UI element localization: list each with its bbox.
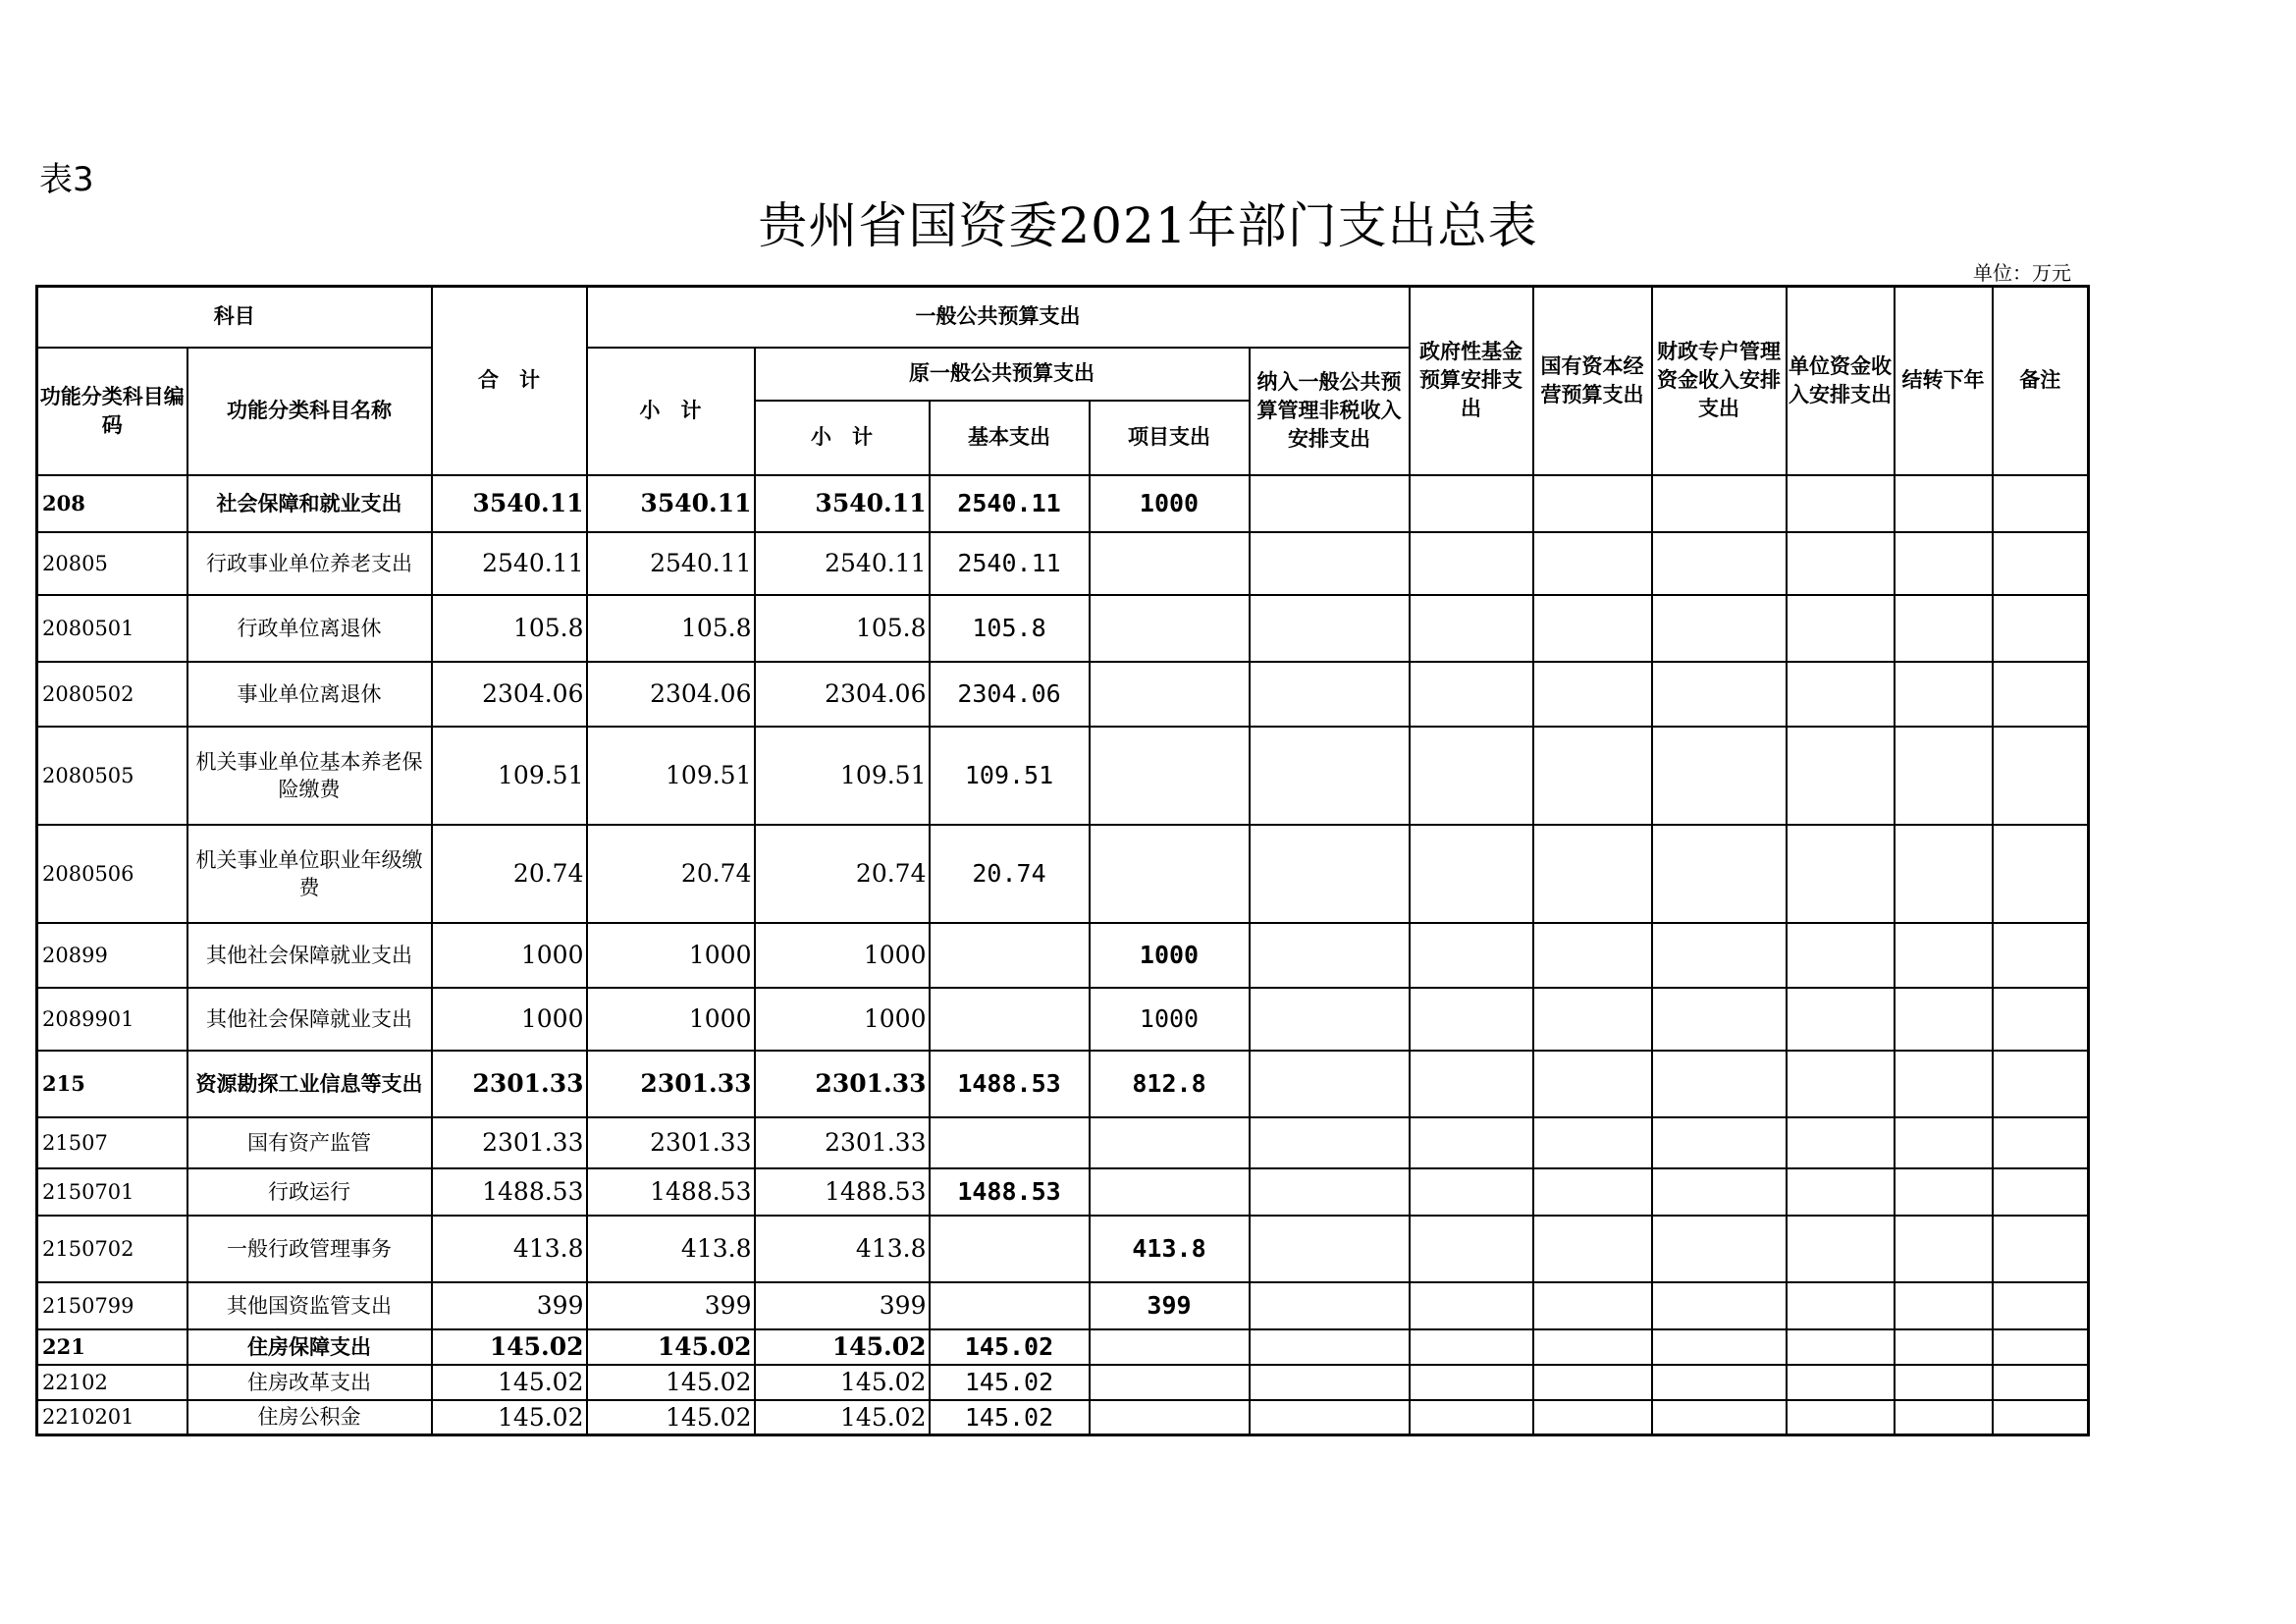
subtotal-value: 413.8 <box>587 1216 755 1282</box>
table-row <box>37 662 2089 727</box>
total-value: 399 <box>432 1282 587 1329</box>
special-account-value <box>1652 595 1787 662</box>
table-row <box>37 475 2089 532</box>
nontax-value <box>1250 595 1410 662</box>
subtotal-value: 2304.06 <box>587 662 755 727</box>
total-value: 145.02 <box>432 1329 587 1365</box>
table-row <box>37 1216 2089 1282</box>
basic-value: 105.8 <box>930 595 1090 662</box>
subject-name: 其他社会保障就业支出 <box>187 923 432 988</box>
header-special-account: 财政专户管理资金收入安排支出 <box>1652 287 1787 475</box>
remark-value <box>1993 1117 2089 1168</box>
subtotal-value: 2301.33 <box>587 1051 755 1117</box>
table-row <box>37 825 2089 923</box>
unit-fund-value <box>1787 988 1895 1051</box>
basic-value <box>930 1117 1090 1168</box>
table-row <box>37 923 2089 988</box>
basic-value <box>930 923 1090 988</box>
special-account-value <box>1652 1400 1787 1435</box>
subject-code: 2150702 <box>37 1216 187 1282</box>
subtotal-value: 145.02 <box>587 1365 755 1400</box>
subject-code: 215 <box>37 1051 187 1117</box>
nontax-value <box>1250 1051 1410 1117</box>
remark-value <box>1993 1365 2089 1400</box>
subject-code: 2080506 <box>37 825 187 923</box>
carry-over-value <box>1895 1400 1993 1435</box>
carry-over-value <box>1895 1117 1993 1168</box>
subject-name: 机关事业单位职业年级缴费 <box>187 825 432 923</box>
state-capital-value <box>1533 595 1652 662</box>
header-name: 功能分类科目名称 <box>187 348 432 475</box>
special-account-value <box>1652 988 1787 1051</box>
state-capital-value <box>1533 923 1652 988</box>
table-row <box>37 1282 2089 1329</box>
project-value: 1000 <box>1090 923 1250 988</box>
carry-over-value <box>1895 475 1993 532</box>
subtotal-value: 3540.11 <box>587 475 755 532</box>
unit-fund-value <box>1787 1168 1895 1216</box>
special-account-value <box>1652 1365 1787 1400</box>
unit-fund-value <box>1787 825 1895 923</box>
subtotal-value: 1488.53 <box>587 1168 755 1216</box>
gov-fund-value <box>1410 1365 1533 1400</box>
subject-code: 20899 <box>37 923 187 988</box>
unit-fund-value <box>1787 475 1895 532</box>
subject-name: 行政单位离退休 <box>187 595 432 662</box>
special-account-value <box>1652 1216 1787 1282</box>
unit-fund-value <box>1787 1365 1895 1400</box>
nontax-value <box>1250 532 1410 595</box>
total-value: 145.02 <box>432 1400 587 1435</box>
remark-value <box>1993 532 2089 595</box>
project-value: 812.8 <box>1090 1051 1250 1117</box>
remark-value <box>1993 1282 2089 1329</box>
carry-over-value <box>1895 532 1993 595</box>
gov-fund-value <box>1410 923 1533 988</box>
total-value: 2301.33 <box>432 1051 587 1117</box>
table-row <box>37 1400 2089 1435</box>
project-value <box>1090 662 1250 727</box>
header-subject: 科目 <box>37 287 432 348</box>
header-gov-fund: 政府性基金预算安排支出 <box>1410 287 1533 475</box>
unit-fund-value <box>1787 1216 1895 1282</box>
total-value: 2301.33 <box>432 1117 587 1168</box>
unit-fund-value <box>1787 1051 1895 1117</box>
nontax-value <box>1250 662 1410 727</box>
state-capital-value <box>1533 1117 1652 1168</box>
subject-name: 住房改革支出 <box>187 1365 432 1400</box>
subject-code: 2080501 <box>37 595 187 662</box>
state-capital-value <box>1533 1282 1652 1329</box>
state-capital-value <box>1533 1216 1652 1282</box>
header-original-subtotal: 小 计 <box>755 401 930 475</box>
state-capital-value <box>1533 988 1652 1051</box>
project-value <box>1090 727 1250 825</box>
original-subtotal-value: 1000 <box>755 988 930 1051</box>
state-capital-value <box>1533 825 1652 923</box>
gov-fund-value <box>1410 595 1533 662</box>
subtotal-value: 1000 <box>587 923 755 988</box>
remark-value <box>1993 1216 2089 1282</box>
header-carry-over: 结转下年 <box>1895 287 1993 475</box>
original-subtotal-value: 105.8 <box>755 595 930 662</box>
carry-over-value <box>1895 595 1993 662</box>
nontax-value <box>1250 1365 1410 1400</box>
project-value <box>1090 595 1250 662</box>
nontax-value <box>1250 727 1410 825</box>
carry-over-value <box>1895 1365 1993 1400</box>
unit-fund-value <box>1787 662 1895 727</box>
subject-code: 22102 <box>37 1365 187 1400</box>
unit-fund-value <box>1787 532 1895 595</box>
subject-name: 机关事业单位基本养老保险缴费 <box>187 727 432 825</box>
project-value <box>1090 1117 1250 1168</box>
page-title: 贵州省国资委2021年部门支出总表 <box>758 197 1538 254</box>
gov-fund-value <box>1410 1400 1533 1435</box>
gov-fund-value <box>1410 662 1533 727</box>
original-subtotal-value: 145.02 <box>755 1400 930 1435</box>
unit-fund-value <box>1787 1282 1895 1329</box>
gov-fund-value <box>1410 1329 1533 1365</box>
unit-label: 单位：万元 <box>1973 261 2071 285</box>
total-value: 3540.11 <box>432 475 587 532</box>
carry-over-value <box>1895 1216 1993 1282</box>
basic-value <box>930 1216 1090 1282</box>
remark-value <box>1993 1329 2089 1365</box>
nontax-value <box>1250 1168 1410 1216</box>
subtotal-value: 2540.11 <box>587 532 755 595</box>
original-subtotal-value: 1488.53 <box>755 1168 930 1216</box>
header-original-general: 原一般公共预算支出 <box>755 348 1250 401</box>
subtotal-value: 1000 <box>587 988 755 1051</box>
subject-code: 221 <box>37 1329 187 1365</box>
remark-value <box>1993 1400 2089 1435</box>
basic-value: 1488.53 <box>930 1051 1090 1117</box>
unit-fund-value <box>1787 727 1895 825</box>
total-value: 1000 <box>432 923 587 988</box>
unit-fund-value <box>1787 1329 1895 1365</box>
subject-name: 住房公积金 <box>187 1400 432 1435</box>
remark-value <box>1993 1051 2089 1117</box>
special-account-value <box>1652 475 1787 532</box>
project-value <box>1090 532 1250 595</box>
original-subtotal-value: 109.51 <box>755 727 930 825</box>
remark-value <box>1993 923 2089 988</box>
subtotal-value: 109.51 <box>587 727 755 825</box>
special-account-value <box>1652 1282 1787 1329</box>
nontax-value <box>1250 1117 1410 1168</box>
nontax-value <box>1250 1400 1410 1435</box>
remark-value <box>1993 475 2089 532</box>
gov-fund-value <box>1410 988 1533 1051</box>
project-value <box>1090 1400 1250 1435</box>
table-row <box>37 727 2089 825</box>
basic-value: 20.74 <box>930 825 1090 923</box>
subject-code: 208 <box>37 475 187 532</box>
carry-over-value <box>1895 1329 1993 1365</box>
unit-fund-value <box>1787 595 1895 662</box>
carry-over-value <box>1895 1168 1993 1216</box>
gov-fund-value <box>1410 1216 1533 1282</box>
remark-value <box>1993 662 2089 727</box>
subject-code: 21507 <box>37 1117 187 1168</box>
gov-fund-value <box>1410 1168 1533 1216</box>
state-capital-value <box>1533 532 1652 595</box>
total-value: 1000 <box>432 988 587 1051</box>
gov-fund-value <box>1410 532 1533 595</box>
table-row <box>37 532 2089 595</box>
carry-over-value <box>1895 923 1993 988</box>
header-nontax: 纳入一般公共预算管理非税收入安排支出 <box>1250 348 1410 475</box>
carry-over-value <box>1895 1282 1993 1329</box>
carry-over-value <box>1895 727 1993 825</box>
table-row <box>37 1365 2089 1400</box>
basic-value: 2304.06 <box>930 662 1090 727</box>
remark-value <box>1993 988 2089 1051</box>
original-subtotal-value: 145.02 <box>755 1365 930 1400</box>
gov-fund-value <box>1410 727 1533 825</box>
carry-over-value <box>1895 1051 1993 1117</box>
header-basic: 基本支出 <box>930 401 1090 475</box>
subject-name: 国有资产监管 <box>187 1117 432 1168</box>
total-value: 145.02 <box>432 1365 587 1400</box>
special-account-value <box>1652 825 1787 923</box>
subtotal-value: 20.74 <box>587 825 755 923</box>
subject-name: 其他社会保障就业支出 <box>187 988 432 1051</box>
header-remark: 备注 <box>1993 287 2089 475</box>
subtotal-value: 399 <box>587 1282 755 1329</box>
gov-fund-value <box>1410 475 1533 532</box>
subject-name: 行政运行 <box>187 1168 432 1216</box>
nontax-value <box>1250 1282 1410 1329</box>
basic-value: 145.02 <box>930 1329 1090 1365</box>
basic-value: 145.02 <box>930 1365 1090 1400</box>
basic-value: 145.02 <box>930 1400 1090 1435</box>
table-row <box>37 988 2089 1051</box>
subject-name: 事业单位离退休 <box>187 662 432 727</box>
header-code: 功能分类科目编码 <box>37 348 187 475</box>
total-value: 2304.06 <box>432 662 587 727</box>
state-capital-value <box>1533 1168 1652 1216</box>
header-state-capital: 国有资本经营预算支出 <box>1533 287 1652 475</box>
original-subtotal-value: 1000 <box>755 923 930 988</box>
special-account-value <box>1652 1168 1787 1216</box>
gov-fund-value <box>1410 1282 1533 1329</box>
special-account-value <box>1652 1117 1787 1168</box>
header-total: 合 计 <box>432 287 587 475</box>
original-subtotal-value: 399 <box>755 1282 930 1329</box>
basic-value: 1488.53 <box>930 1168 1090 1216</box>
subject-code: 2089901 <box>37 988 187 1051</box>
state-capital-value <box>1533 1329 1652 1365</box>
nontax-value <box>1250 923 1410 988</box>
basic-value <box>930 1282 1090 1329</box>
project-value <box>1090 825 1250 923</box>
unit-fund-value <box>1787 923 1895 988</box>
state-capital-value <box>1533 475 1652 532</box>
basic-value: 109.51 <box>930 727 1090 825</box>
project-value <box>1090 1365 1250 1400</box>
remark-value <box>1993 1168 2089 1216</box>
total-value: 105.8 <box>432 595 587 662</box>
total-value: 20.74 <box>432 825 587 923</box>
subject-code: 2210201 <box>37 1400 187 1435</box>
project-value: 1000 <box>1090 475 1250 532</box>
expenditure-table <box>35 285 2090 1436</box>
original-subtotal-value: 20.74 <box>755 825 930 923</box>
original-subtotal-value: 3540.11 <box>755 475 930 532</box>
special-account-value <box>1652 532 1787 595</box>
basic-value: 2540.11 <box>930 532 1090 595</box>
subtotal-value: 145.02 <box>587 1329 755 1365</box>
table-row <box>37 1329 2089 1365</box>
carry-over-value <box>1895 988 1993 1051</box>
total-value: 413.8 <box>432 1216 587 1282</box>
header-general: 一般公共预算支出 <box>587 287 1410 348</box>
original-subtotal-value: 2301.33 <box>755 1051 930 1117</box>
special-account-value <box>1652 727 1787 825</box>
header-unit-fund: 单位资金收入安排支出 <box>1787 287 1895 475</box>
table-row <box>37 1117 2089 1168</box>
carry-over-value <box>1895 662 1993 727</box>
gov-fund-value <box>1410 825 1533 923</box>
special-account-value <box>1652 923 1787 988</box>
special-account-value <box>1652 662 1787 727</box>
project-value <box>1090 1168 1250 1216</box>
remark-value <box>1993 595 2089 662</box>
header-project: 项目支出 <box>1090 401 1250 475</box>
nontax-value <box>1250 1216 1410 1282</box>
subject-code: 2080505 <box>37 727 187 825</box>
subject-code: 20805 <box>37 532 187 595</box>
subject-name: 资源勘探工业信息等支出 <box>187 1051 432 1117</box>
project-value: 1000 <box>1090 988 1250 1051</box>
project-value: 399 <box>1090 1282 1250 1329</box>
subtotal-value: 145.02 <box>587 1400 755 1435</box>
special-account-value <box>1652 1051 1787 1117</box>
total-value: 2540.11 <box>432 532 587 595</box>
subject-name: 其他国资监管支出 <box>187 1282 432 1329</box>
unit-fund-value <box>1787 1117 1895 1168</box>
original-subtotal-value: 413.8 <box>755 1216 930 1282</box>
remark-value <box>1993 727 2089 825</box>
state-capital-value <box>1533 662 1652 727</box>
nontax-value <box>1250 988 1410 1051</box>
special-account-value <box>1652 1329 1787 1365</box>
nontax-value <box>1250 1329 1410 1365</box>
subject-code: 2150701 <box>37 1168 187 1216</box>
table-row <box>37 1168 2089 1216</box>
total-value: 1488.53 <box>432 1168 587 1216</box>
header-subtotal: 小 计 <box>587 348 755 475</box>
subject-name: 社会保障和就业支出 <box>187 475 432 532</box>
unit-fund-value <box>1787 1400 1895 1435</box>
original-subtotal-value: 2540.11 <box>755 532 930 595</box>
basic-value: 2540.11 <box>930 475 1090 532</box>
header-row-1 <box>37 287 2089 348</box>
project-value <box>1090 1329 1250 1365</box>
subtotal-value: 2301.33 <box>587 1117 755 1168</box>
nontax-value <box>1250 475 1410 532</box>
carry-over-value <box>1895 825 1993 923</box>
state-capital-value <box>1533 1365 1652 1400</box>
subject-name: 一般行政管理事务 <box>187 1216 432 1282</box>
table-label: 表3 <box>39 160 94 199</box>
nontax-value <box>1250 825 1410 923</box>
table-row <box>37 595 2089 662</box>
basic-value <box>930 988 1090 1051</box>
gov-fund-value <box>1410 1117 1533 1168</box>
remark-value <box>1993 825 2089 923</box>
subject-name: 住房保障支出 <box>187 1329 432 1365</box>
state-capital-value <box>1533 1051 1652 1117</box>
gov-fund-value <box>1410 1051 1533 1117</box>
total-value: 109.51 <box>432 727 587 825</box>
table-row <box>37 1051 2089 1117</box>
subject-code: 2150799 <box>37 1282 187 1329</box>
subtotal-value: 105.8 <box>587 595 755 662</box>
original-subtotal-value: 145.02 <box>755 1329 930 1365</box>
original-subtotal-value: 2304.06 <box>755 662 930 727</box>
subject-code: 2080502 <box>37 662 187 727</box>
original-subtotal-value: 2301.33 <box>755 1117 930 1168</box>
state-capital-value <box>1533 727 1652 825</box>
state-capital-value <box>1533 1400 1652 1435</box>
subject-name: 行政事业单位养老支出 <box>187 532 432 595</box>
project-value: 413.8 <box>1090 1216 1250 1282</box>
